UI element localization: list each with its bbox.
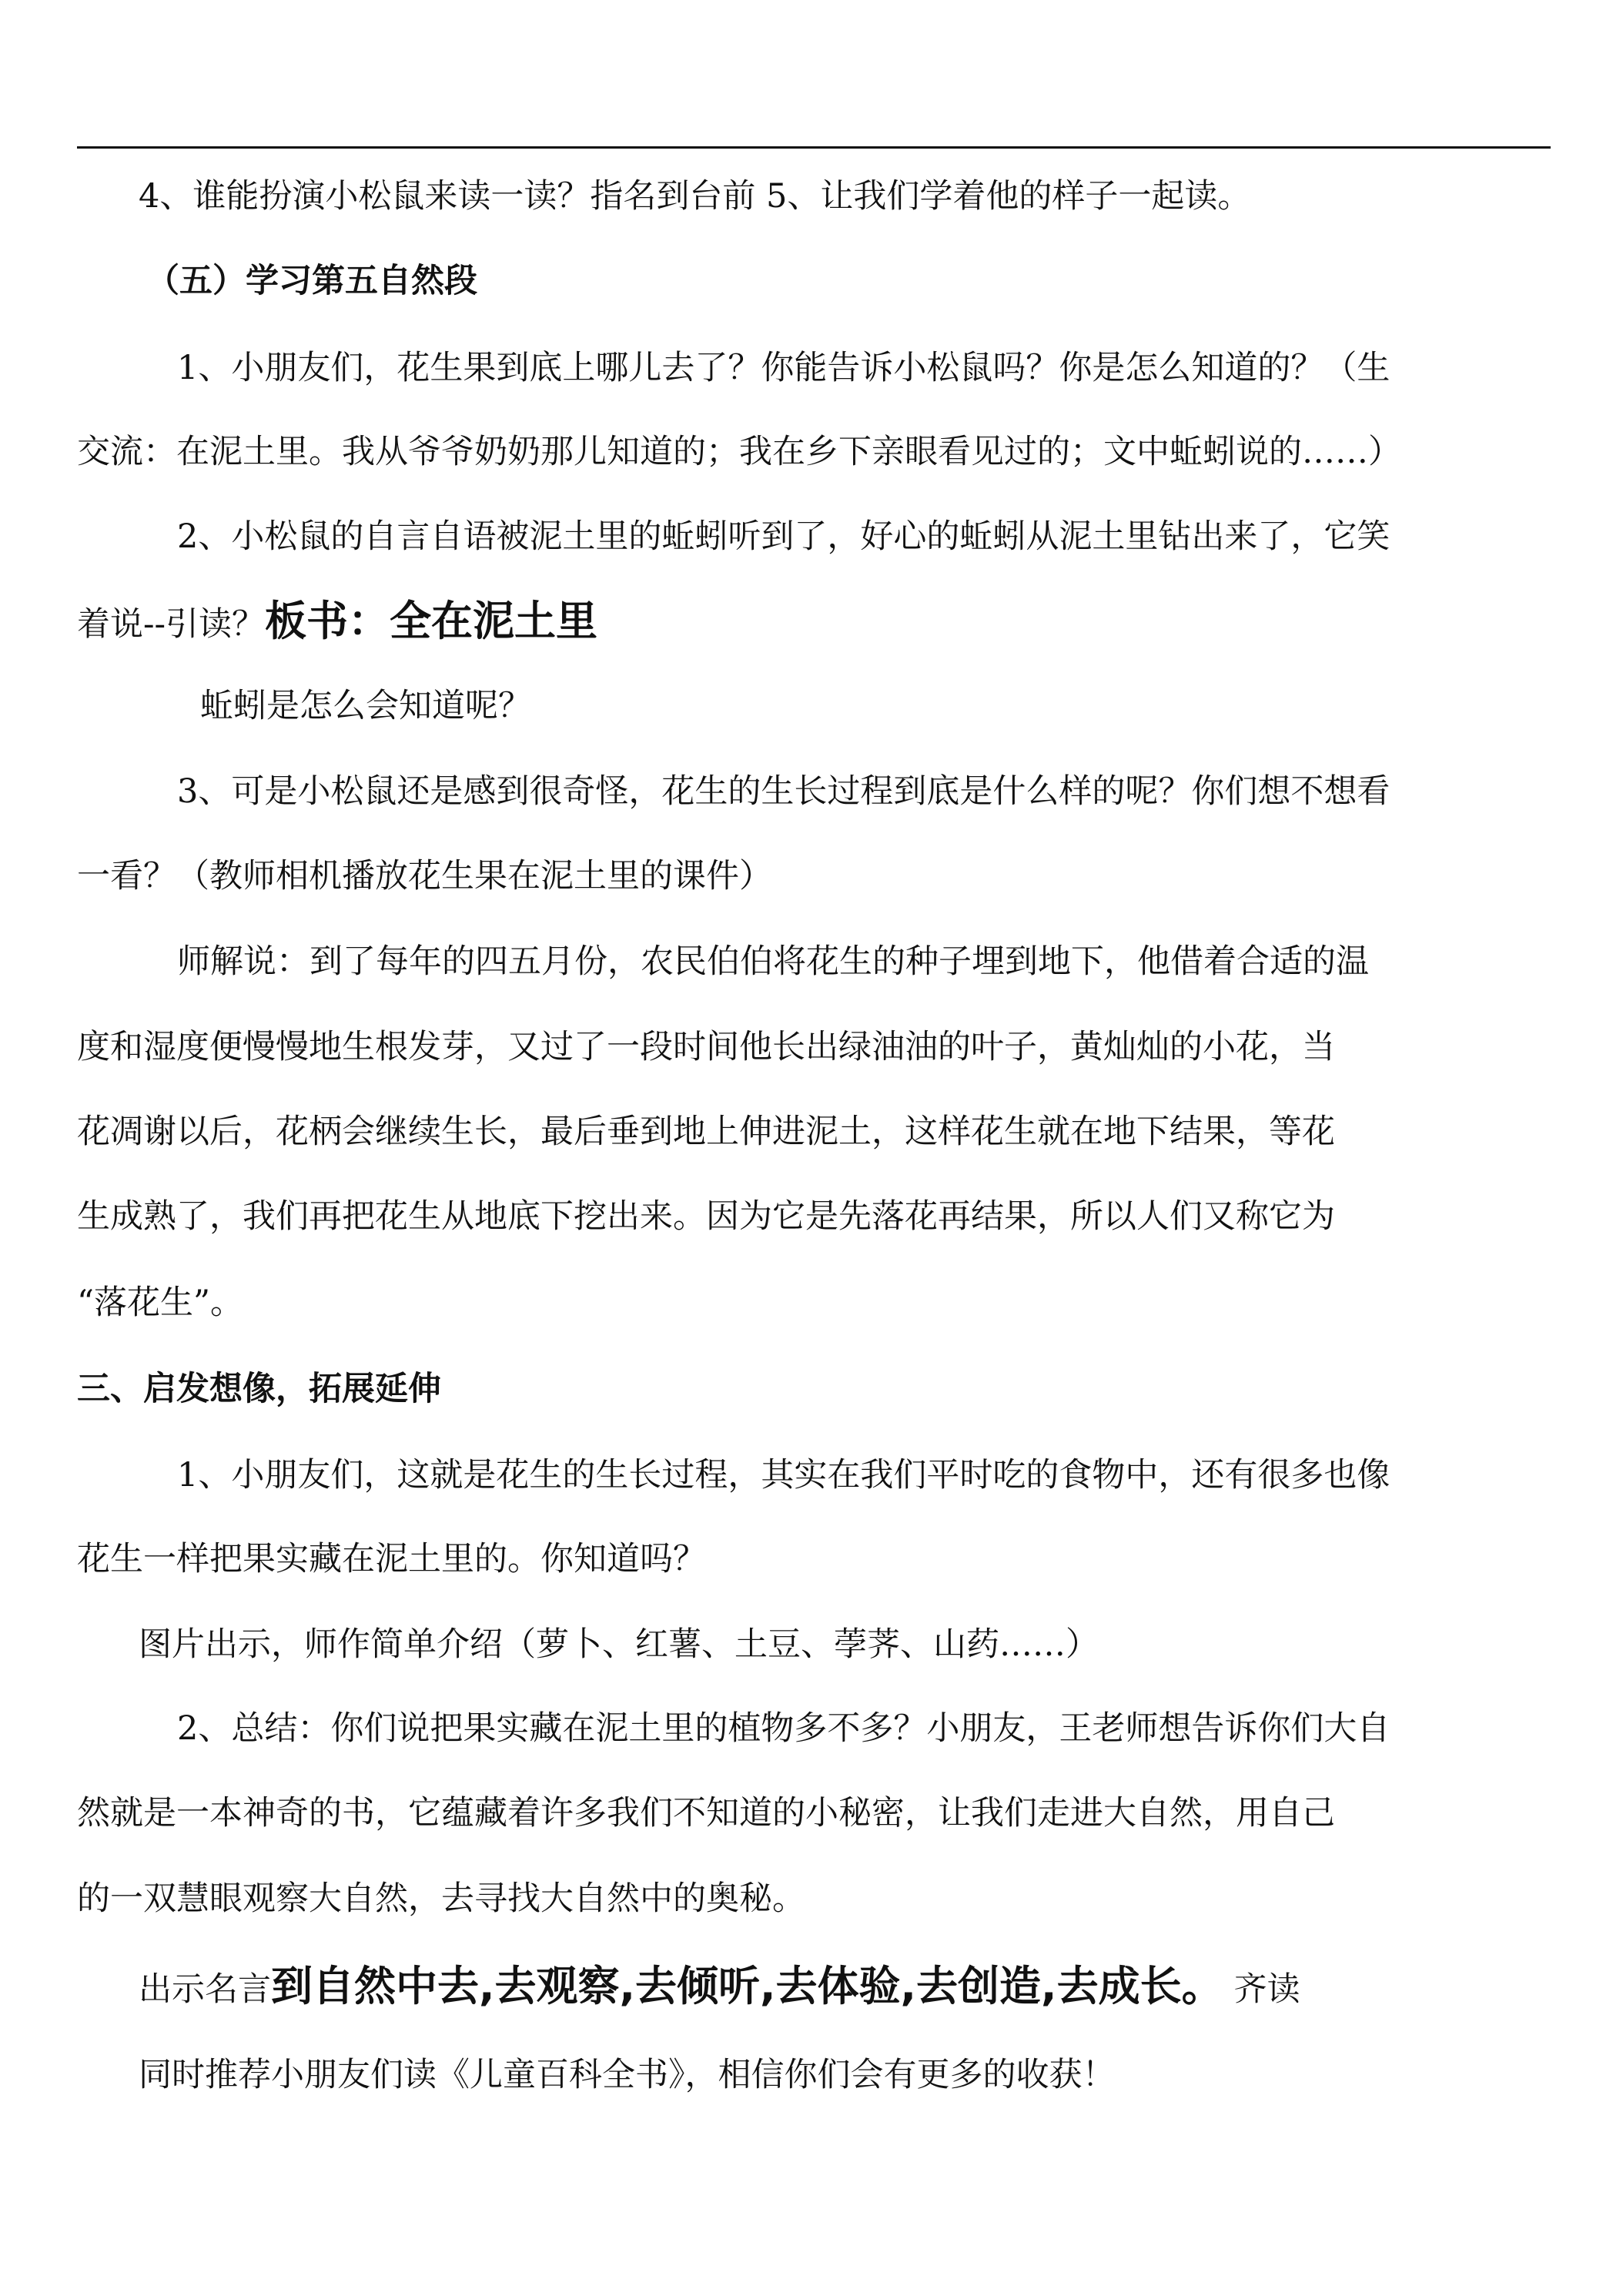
para-line: 生成熟了，我们再把花生从地底下挖出来。因为它是先落花再结果，所以人们又称它为 xyxy=(77,1197,1335,1236)
para-line: 4、谁能扮演小松鼠来读一读？指名到台前 5、让我们学着他的样子一起读。 xyxy=(139,177,1251,216)
section-heading: （五）学习第五自然段 xyxy=(146,262,477,300)
para-line: 2、小松鼠的自言自语被泥土里的蚯蚓听到了，好心的蚯蚓从泥土里钻出来了，它笑 xyxy=(177,517,1390,556)
para-line: 2、总结：你们说把果实藏在泥土里的植物多不多？小朋友，王老师想告诉你们大自 xyxy=(177,1709,1390,1748)
quote-line xyxy=(139,1963,1300,2013)
board-writing: 板书：全在泥土里 xyxy=(265,597,598,645)
famous-quote: 到自然中去,去观察,去倾听,去体验,去创造,去成长。 xyxy=(271,1962,1223,2010)
para-line: 1、小朋友们，花生果到底上哪儿去了？你能告诉小松鼠吗？你是怎么知道的？（生 xyxy=(177,349,1390,387)
question-line: 蚯蚓是怎么会知道呢？ xyxy=(200,687,531,725)
quote-prefix: 出示名言 xyxy=(139,1970,271,2009)
para-line: 然就是一本神奇的书，它蕴藏着许多我们不知道的小秘密，让我们走进大自然，用自己 xyxy=(77,1794,1335,1832)
para-text: 着说--引读？ xyxy=(77,605,266,644)
para-line: 师解说：到了每年的四五月份，农民伯伯将花生的种子埋到地下，他借着合适的温 xyxy=(177,942,1369,981)
para-line: 的一双慧眼观察大自然，去寻找大自然中的奥秘。 xyxy=(77,1879,805,1918)
para-line: 1、小朋友们，这就是花生的生长过程，其实在我们平时吃的食物中，还有很多也像 xyxy=(177,1456,1390,1494)
header-rule xyxy=(77,146,1551,149)
para-line: 3、可是小松鼠还是感到很奇怪，花生的生长过程到底是什么样的呢？你们想不想看 xyxy=(177,772,1390,811)
para-line: 度和湿度便慢慢地生根发芽，又过了一段时间他长出绿油油的叶子，黄灿灿的小花，当 xyxy=(77,1028,1335,1066)
para-line: 一看？（教师相机播放花生果在泥土里的课件） xyxy=(77,857,772,895)
para-line: 同时推荐小朋友们读《儿童百科全书》，相信你们会有更多的收获！ xyxy=(139,2056,1116,2094)
para-line: 图片出示，师作简单介绍（萝卜、红薯、土豆、荸荠、山药……） xyxy=(139,1625,1099,1664)
quote-suffix: 齐读 xyxy=(1233,1970,1300,2009)
section-heading: 三、启发想像，拓展延伸 xyxy=(77,1370,441,1408)
para-line: 花凋谢以后，花柄会继续生长，最后垂到地上伸进泥土，这样花生就在地下结果，等花 xyxy=(77,1113,1335,1151)
para-line xyxy=(77,598,597,648)
para-line: 花生一样把果实藏在泥土里的。你知道吗？ xyxy=(77,1540,706,1578)
para-line: 交流：在泥土里。我从爷爷奶奶那儿知道的；我在乡下亲眼看见过的；文中蚯蚓说的……） xyxy=(77,433,1401,471)
para-line: “落花生”。 xyxy=(77,1284,243,1322)
